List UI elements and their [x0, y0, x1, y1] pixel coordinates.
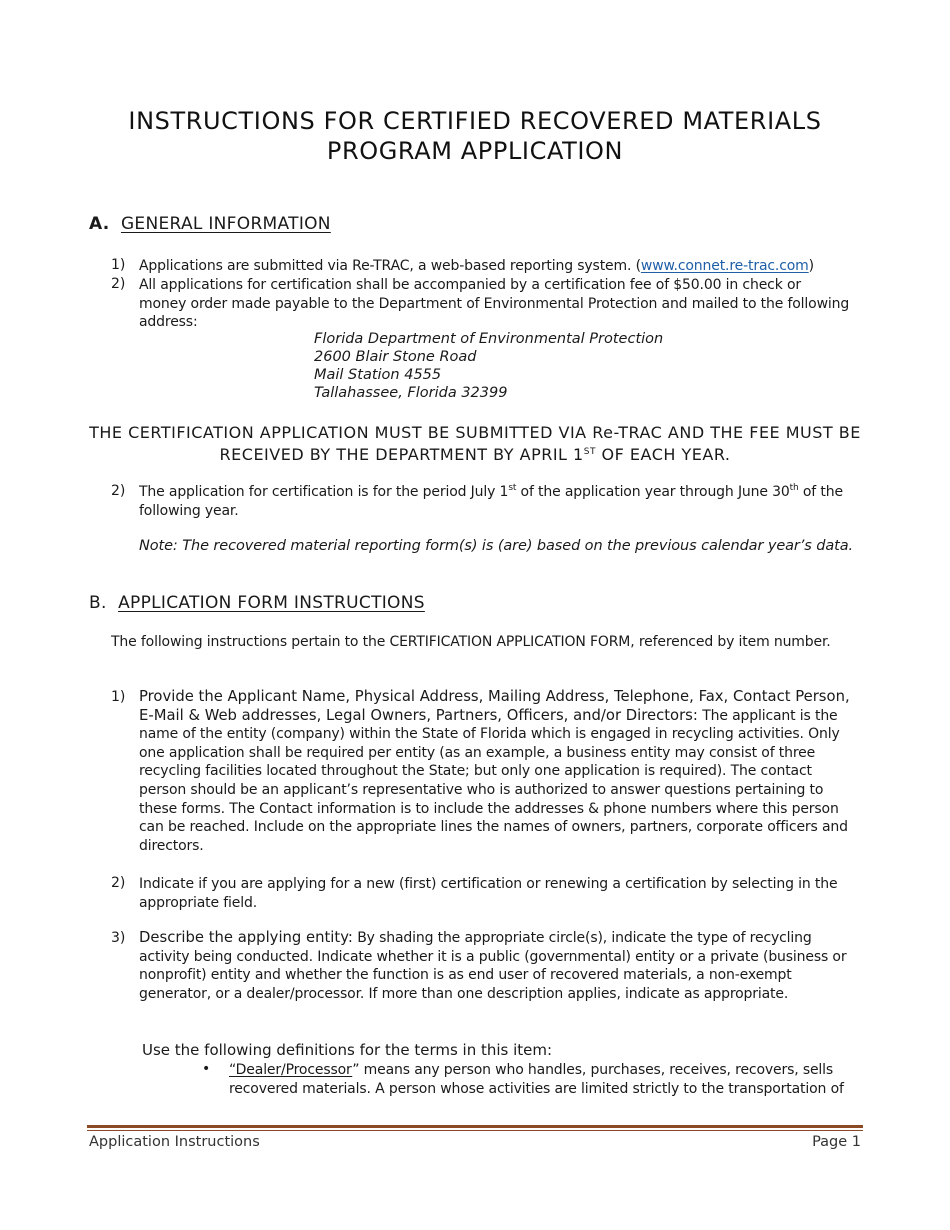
- section-a-title: GENERAL INFORMATION: [120, 214, 331, 234]
- item-text: By shading the appropriate circle(s), indicate the type of recycling activity being conducted. Indicate whether it is a public (governmental) entity or a private (business or nonprofit) entity and whether the function is as end user of recovered materials, a non-exempt generator, or a dealer/processor. If more than one description applies, indicate as appropriate.: [139, 930, 847, 1002]
- item-text: of the application year through June 30: [516, 484, 790, 500]
- item-text: of the following year.: [139, 484, 843, 519]
- title-line-2: PROGRAM APPLICATION: [326, 137, 624, 165]
- list-number: 1): [111, 689, 126, 705]
- list-number: 2): [111, 276, 126, 292]
- list-item: [139, 483, 851, 520]
- footer-rule: [87, 1125, 863, 1128]
- address-line: Mail Station 4555: [314, 367, 442, 383]
- note: Note: The recovered material reporting form(s) is (are) based on the previous calendar year’s data.: [139, 538, 854, 554]
- retrac-link[interactable]: www.connet.re-trac.com: [640, 258, 809, 274]
- sup: th: [789, 483, 799, 493]
- list-number: 1): [111, 257, 126, 273]
- title-line-1: INSTRUCTIONS FOR CERTIFIED RECOVERED MATERIALS: [128, 107, 822, 135]
- address-line: 2600 Blair Stone Road: [314, 349, 477, 365]
- definition-item: [229, 1061, 849, 1098]
- footer-left: Application Instructions: [89, 1134, 260, 1150]
- section-b-intro: The following instructions pertain to the CERTIFICATION APPLICATION FORM, referenced by item number.: [111, 634, 831, 650]
- item-text: Applications are submitted via Re-TRAC, a web-based reporting system. (: [139, 258, 641, 274]
- item-text: The applicant is the name of the entity (company) within the State of Florida which is engaged in recycling activities. Only one application shall be required per entity (as an example, a business entity may consist of three recycling facilities located throughout the State; but only one application is required). The contact person should be an applicant’s representative who is authorized to answer questions pertaining to these forms. The Contact information is to include the addresses & phone numbers where this person can be reached. Include on the appropriate lines the names of owners, partners, corporate officers and directors.: [139, 707, 848, 854]
- list-item: [139, 257, 864, 276]
- item-text: ): [808, 258, 814, 274]
- list-item: All applications for certification shall be accompanied by a certification fee of $50.00 in check or money order made payable to the Department of Environmental Protection and mailed to the following address:: [139, 277, 850, 331]
- list-item: Indicate if you are applying for a new (first) certification or renewing a certification by selecting in the appropriate field.: [139, 876, 838, 911]
- section-a-letter: A.: [89, 214, 110, 234]
- mailing-address: [314, 330, 663, 402]
- footer-rule-thin: [87, 1130, 863, 1131]
- address-line: Florida Department of Environmental Protection: [314, 331, 664, 347]
- sup: st: [508, 483, 517, 493]
- definition-text: means any person who handles, purchases, receives, recovers, sells recovered materials. A person whose activities are limited strictly to the transportation of: [229, 1062, 844, 1097]
- deadline-notice: [80, 422, 870, 466]
- section-b-letter: B.: [89, 593, 107, 613]
- item-text: The application for certification is for the period July 1: [139, 484, 509, 500]
- notice-sup: ST: [583, 447, 596, 457]
- list-number: 3): [111, 930, 126, 946]
- section-b-heading: [89, 593, 425, 613]
- list-item: [139, 929, 863, 1003]
- page-title: [0, 106, 950, 166]
- address-line: Tallahassee, Florida 32399: [314, 385, 508, 401]
- notice-text: THE CERTIFICATION APPLICATION MUST BE SUBMITTED VIA Re-TRAC AND THE FEE MUST BE RECEIVED BY THE DEPARTMENT BY APRIL 1: [89, 423, 861, 464]
- definition-term: “Dealer/Processor: [229, 1062, 353, 1078]
- item-lead: Describe the applying entity:: [139, 929, 353, 946]
- bullet-icon: •: [202, 1061, 211, 1077]
- page-number: Page 1: [812, 1134, 861, 1150]
- notice-text: OF EACH YEAR.: [595, 445, 731, 464]
- list-number: 2): [111, 875, 126, 891]
- section-b-title: APPLICATION FORM INSTRUCTIONS: [118, 593, 425, 613]
- list-item: [139, 688, 861, 855]
- definition-term-end: ”: [352, 1062, 360, 1078]
- section-a-heading: [89, 214, 331, 234]
- definitions-intro: Use the following definitions for the terms in this item:: [142, 1041, 553, 1059]
- item-lead: Provide the Applicant Name, Physical Address, Mailing Address, Telephone, Fax, Contact Person, E-Mail & Web addresses, Legal Owners, Partners, Officers, and/or Directors:: [139, 688, 850, 724]
- list-number: 2): [111, 483, 126, 499]
